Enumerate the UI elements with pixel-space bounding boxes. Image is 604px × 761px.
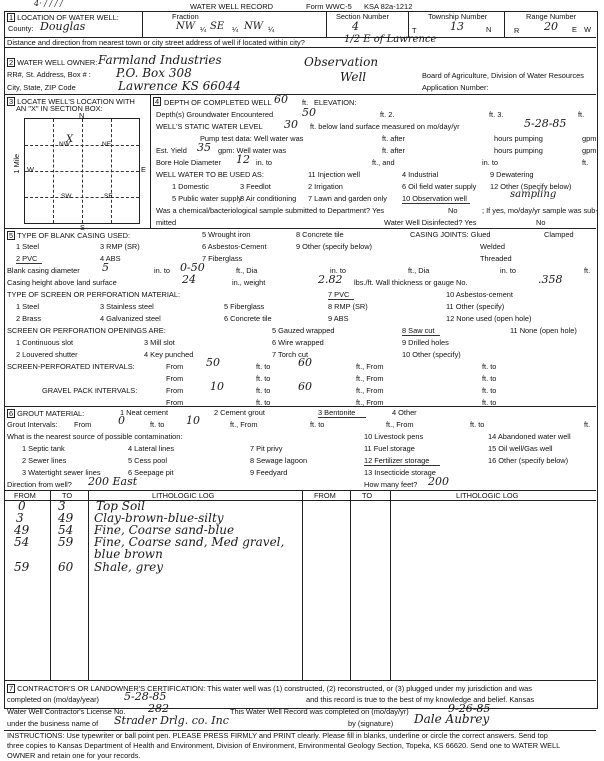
- form-title: WATER WELL RECORD: [190, 2, 274, 11]
- fraction-1[interactable]: NW: [176, 21, 196, 32]
- form-number: Form WWC-5: [306, 2, 352, 11]
- board-label: Board of Agriculture, Division of Water Resources: [422, 71, 584, 80]
- owner-address[interactable]: P.O. Box 308: [116, 66, 192, 80]
- screen-from[interactable]: 50: [206, 356, 220, 369]
- owner-name[interactable]: Farmland Industries: [98, 53, 222, 67]
- bore-diameter[interactable]: 12: [236, 153, 250, 166]
- township-value[interactable]: 13: [450, 20, 464, 33]
- casing-pvc[interactable]: 2 PVC: [16, 254, 38, 263]
- source-fertilizer[interactable]: 12 Fertilizer storage: [364, 456, 430, 465]
- well-record-form: 4· / / / / WATER WELL RECORD Form WWC-5 KSA 82a-1212 1 LOCATION OF WATER WELL: County: Douglas Fraction NW ¼ SE ¼ NW ¼ Section Number 4 Township Number T 13 N Range Number R 20 E W Distance and direction from nearest town or city street address of well if located within city? 1/2 E of Lawrence 2 WATER WELL OWNER: Farmland Industries RR#, St. Address, Box # : P.O. Box 308 City, State, ZIP Code Lawrence KS 66044 Observation Well Board of Agriculture, Division of Water Resources Application Number: 3 LOCATE WELL'S LOCATION WITH AN "X" IN SECTION BOX: NW NE SW SE X N S W E 1 Mile 4 DEPTH OF COMPLETED WELL 60 ft. ELEVATION: Depth(s) Groundwater Encountered 50 ft. 2. ft. 3. ft. WELL'S STATIC WATER LEVEL 30 ft. below land surface measured on mo/day/yr 5-28-85 Pump test data: Well water was ft. after hours pumping gpm Est. Yield 35 gpm: Well water was ft. after hours pumping gpm Bore Hole Diameter 12 in. to ft., and in. to ft. WELL WATER TO BE USED AS: 11 Injection well 4 Industrial 9 Dewatering 1 Domestic 3 Feedlot 2 Irrigation 6 Oil field water supply 12 Other (Specify below) 5 Public water supply 8 Air conditioning 7 Lawn and garden only 10 Observation well sampling Was a chemical/bacteriological sample submitted to Department? Yes No ; If yes, mo/day/yr sample was sub- mitted Water Well Disinfected? Yes No 5 TYPE OF BLANK CASING USED: 1 Steel 3 RMP (SR) 5 Wrought iron 8 Concrete tile 2 PVC 4 ABS 6 Asbestos-Cement 7 Fiberglass 9 Other (specify below) CASING JOINTS: Glued Clamped Welded Threaded Blank casing diameter 5 in. to 0-50 ft., Dia in. to ft., Dia in. to ft. Casing height above land surface 24 in., weight 2.82 lbs./ft. Wall thickness or gauge No. .358 TYPE OF SCREEN OR PERFORATION MATERIAL: 1 Steel 3 Stainless steel 5 Fiberglass 7 PVC 10 Asbestos-cement 2 Brass 4 Galvanized steel 6 Concrete tile 8 RMP (SR) 9 ABS 11 Other (specify) 12 None used (open hole) SCREEN OR PERFORATION OPENINGS ARE: 5 Gauzed wrapped 8 Saw cut 11 None (open hole) 1 Continuous slot 3 Mill slot 6 Wire wrapped 9 Drilled holes 2 Louvered shutter 4 Key punched 7 Torch cut 10 Other (specify) SCREEN-PERFORATED INTERVALS: From 50 ft. to 60 ft., From ft. to From ft. to ft., From ft. to GRAVEL PACK INTERVALS: From 10 ft. to 60 ft., From ft. to From ft. to ft., From ft. to 6 GROUT MATERIAL: 1 Neat cement 2 Cement grout 3 Bentonite 4 Other Grout Intervals: From 0 ft. to 10 ft., From ft. to ft., From ft. to ft. What is the nearest source of possible contamination: 10 Livestock pens 14 Abandoned water well 1 Septic tank 4 Lateral lines 7 Pit privy 11 Fuel storage 15 Oil well/Gas well 2 Sewer lines 5 Cess pool 8 Sewage lagoon 12 Fertilizer storage 16 Other (specify below) 3 Watertight sewer lines 6 Seepage pit 9 Feedyard 13 Insecticide storage Direction from well? 200 East How many feet? 200 FROM TO LITHOLOGIC LOG FROM TO LITHOLOGIC LOG 0 3 Top Soil 3 49 Clay-brown-blue-silty 49 54 Fine, Coarse sand-blue 54 59 Fine, Coarse sand, Med gravel, blue brown 59 60 Shale, grey 7 CONTRACTOR'S OR LANDOWNER'S CERTIFICATION: This water well was (1) constructed, (2) reconstructed, or (3) plugged under my jurisdiction and was completed on (mo/day/year) 5-28-85 and this record is true to the best of my knowledge and belief. Kansas Water Well Contractor's License No. 282 This Water Well Record was completed on (mo/day/yr) 9-26-85 under the business name of Strader Drlg. co. Inc by (signature) Dale Aubrey INSTRUCTIONS: Use typewriter or ball point pen. PLEASE PRESS FIRMLY and PRINT clearly. Please fill in blanks, underline or circle the correct answers. Send top three copies to Kansas Department of Health and Environment, Division of Environment, Environmental Geology Section, Topeka, KS 66620. Send one to WATER WELL OWNER and retain one for your records.: [4, 0, 600, 761]
- certification-text: CONTRACTOR'S OR LANDOWNER'S CERTIFICATION: This water well was (1) constructed, (2) reconstructed, or (3) plugged under my jurisdiction and was: [17, 684, 532, 693]
- opening-saw-cut[interactable]: 8 Saw cut: [402, 326, 435, 335]
- gravel-to[interactable]: 60: [298, 380, 312, 393]
- instructions-line-2: three copies to Kansas Department of Health and Environment, Division of Environment, Environmental Geology Section, Topeka, KS 66620. Send one to WATER WELL: [7, 741, 561, 750]
- casing-heading: TYPE OF BLANK CASING USED:: [17, 231, 131, 240]
- license-number[interactable]: 282: [148, 702, 169, 715]
- grout-to[interactable]: 10: [186, 414, 200, 427]
- ksa-number: KSA 82a-1212: [364, 2, 413, 11]
- distance-value[interactable]: 1/2 E of Lawrence: [344, 34, 437, 45]
- contamination-direction[interactable]: 200 East: [88, 475, 138, 488]
- grout-from[interactable]: 0: [118, 414, 125, 427]
- grout-bentonite[interactable]: 3 Bentonite: [318, 408, 356, 417]
- grout-heading: GROUT MATERIAL:: [17, 409, 85, 418]
- application-label: Application Number:: [422, 83, 489, 92]
- contractor-signature[interactable]: Dale Aubrey: [414, 712, 490, 726]
- address-label: RR#, St. Address, Box # :: [7, 70, 91, 79]
- gravel-from[interactable]: 10: [210, 380, 224, 393]
- range-label: Range Number: [526, 12, 577, 21]
- instructions-line-3: OWNER and retain one for your records.: [7, 751, 141, 760]
- location-mark: X: [66, 134, 74, 145]
- county-value[interactable]: Douglas: [40, 20, 86, 33]
- screen-heading: TYPE OF SCREEN OR PERFORATION MATERIAL:: [7, 290, 181, 299]
- owner-note-2: Well: [340, 70, 367, 84]
- distance-label: Distance and direction from nearest town or city street address of well if located within city?: [7, 38, 305, 47]
- range-value[interactable]: 20: [544, 20, 558, 33]
- owner-city[interactable]: Lawrence KS 66044: [118, 79, 241, 93]
- use-heading: WELL WATER TO BE USED AS:: [156, 170, 264, 179]
- section-box[interactable]: NW NE SW SE X: [24, 118, 140, 224]
- completion-date[interactable]: 5-28-85: [124, 690, 167, 703]
- static-level[interactable]: 30: [284, 118, 298, 131]
- groundwater-depth[interactable]: 50: [302, 106, 316, 119]
- openings-heading: SCREEN OR PERFORATION OPENINGS ARE:: [7, 326, 166, 335]
- owner-heading: WATER WELL OWNER:: [17, 58, 98, 67]
- county-label: County:: [8, 24, 34, 33]
- depth-label: DEPTH OF COMPLETED WELL: [164, 98, 272, 107]
- fraction-label: Fraction: [172, 12, 199, 21]
- casing-weight[interactable]: 2.82: [318, 273, 343, 286]
- city-label: City, State, ZIP Code: [7, 83, 76, 92]
- location-heading: LOCATION OF WATER WELL:: [17, 13, 119, 22]
- township-label: Township Number: [428, 12, 488, 21]
- section-value[interactable]: 4: [352, 20, 359, 33]
- contamination-distance[interactable]: 200: [428, 475, 449, 488]
- locate-heading: LOCATE WELL'S LOCATION WITH: [17, 97, 135, 106]
- litho-heading: LITHOLOGIC LOG: [152, 491, 215, 500]
- screen-pvc[interactable]: 7 PVC: [328, 290, 350, 299]
- static-date[interactable]: 5-28-85: [524, 117, 567, 130]
- record-date[interactable]: 9-26-85: [448, 702, 491, 715]
- section-label: Section Number: [336, 12, 389, 21]
- wall-thickness[interactable]: .358: [538, 273, 563, 286]
- business-name[interactable]: Strader Drlg. co. Inc: [114, 714, 229, 727]
- fraction-3[interactable]: NW: [244, 21, 264, 32]
- owner-note-1: Observation: [304, 55, 379, 69]
- casing-depth[interactable]: 0-50: [180, 261, 205, 274]
- depth-value[interactable]: 60: [274, 93, 288, 106]
- source-heading: What is the nearest source of possible contamination:: [7, 432, 183, 441]
- screen-to[interactable]: 60: [298, 356, 312, 369]
- use-observation[interactable]: 10 Observation well: [402, 194, 467, 203]
- fraction-2[interactable]: SE: [210, 21, 225, 32]
- instructions-line-1: INSTRUCTIONS: Use typewriter or ball point pen. PLEASE PRESS FIRMLY and PRINT clearly. Please fill in blanks, underline or circle the correct answers. Send top: [7, 731, 548, 740]
- estimated-yield[interactable]: 35: [197, 141, 211, 154]
- casing-diameter[interactable]: 5: [102, 261, 109, 274]
- header-scribble: 4· / / / /: [34, 0, 63, 8]
- casing-height[interactable]: 24: [182, 273, 196, 286]
- other-use[interactable]: sampling: [510, 189, 557, 200]
